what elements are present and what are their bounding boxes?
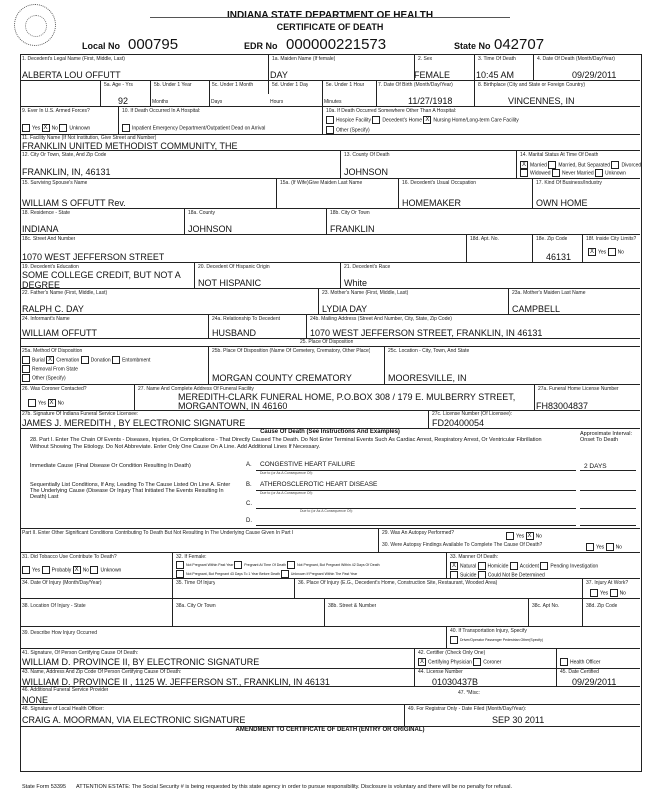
hospital-checkbox[interactable]: [122, 124, 130, 132]
preg3-checkbox[interactable]: [287, 561, 295, 569]
zip-code: 46131: [546, 252, 572, 262]
immediate-cause-label: Immediate Cause (Final Disease Or Condition Resulting In Death): [30, 463, 191, 469]
pending-checkbox[interactable]: [540, 562, 548, 570]
autopsy-yes-checkbox[interactable]: [506, 532, 514, 540]
edr-no-label: EDR No: [244, 41, 278, 51]
time-of-death: 10:45 AM: [476, 70, 515, 80]
local-no-label: Local No: [82, 41, 121, 51]
state-form-number: State Form 53395: [22, 784, 67, 790]
date-of-death: 09/29/2011: [572, 70, 617, 80]
state-seal: [14, 4, 56, 46]
cause-b: ATHEROSCLEROTIC HEART DISEASE: [260, 481, 378, 488]
cause-title: Cause Of Death (See Instructions And Examples): [260, 429, 400, 435]
industry: OWN HOME: [536, 198, 588, 208]
licensee-number: FD20400054: [432, 418, 485, 428]
street-address: 1070 WEST JEFFERSON STREET: [22, 252, 165, 262]
preg4-checkbox[interactable]: [176, 570, 184, 578]
amendment-title: AMENDMENT TO CERTIFICATE OF DEATH (ENTRY OR ORIGINAL): [235, 727, 425, 733]
transport-checkbox[interactable]: [450, 636, 458, 644]
sequential-label: Sequentially List Conditions, If Any, Leading To The Cause Listed On Line A. Enter The Underlying Cause (Disease Or Injury That Initiated The Events Resulting In Death) Last: [30, 482, 231, 500]
place-of-disposition: MORGAN COUNTY CREMATORY: [212, 373, 352, 383]
other-place-checkbox[interactable]: [326, 126, 334, 134]
occupation: HOMEMAKER: [402, 198, 462, 208]
tobacco-yes-checkbox[interactable]: [22, 566, 30, 574]
certifier-address: WILLIAM D. PROVINCE II , 1125 W. JEFFERSON ST., FRANKLIN, IN 46131: [22, 677, 330, 687]
entombment-checkbox[interactable]: [112, 356, 120, 364]
interval-a: 2 DAYS: [584, 463, 607, 470]
cremation-checkbox[interactable]: X: [48, 357, 53, 363]
certifier-license: 01030437B: [432, 677, 479, 687]
state-no-label: State No: [454, 41, 491, 51]
health-officer-checkbox[interactable]: [560, 658, 568, 666]
race: White: [344, 278, 368, 288]
father-name: RALPH C. DAY: [22, 304, 84, 314]
undetermined-checkbox[interactable]: [478, 571, 486, 579]
hospice-checkbox[interactable]: [326, 116, 334, 124]
burial-checkbox[interactable]: [22, 356, 30, 364]
relationship: HUSBAND: [212, 328, 257, 338]
armed-no-checkbox[interactable]: X: [43, 125, 48, 131]
homicide-checkbox[interactable]: [478, 562, 486, 570]
married-checkbox[interactable]: X: [521, 162, 526, 168]
facility-name: FRANKLIN UNITED METHODIST COMMUNITY, THE: [22, 141, 238, 151]
never-married-checkbox[interactable]: [552, 169, 560, 177]
city-limits-yes-checkbox[interactable]: X: [589, 249, 594, 255]
spouse-name: WILLIAM S OFFUTT Rev.: [22, 198, 126, 208]
edr-no: 000000221573: [286, 36, 387, 53]
other-disposition-checkbox[interactable]: [22, 374, 30, 382]
findings-no-checkbox[interactable]: [606, 543, 614, 551]
findings-yes-checkbox[interactable]: [586, 543, 594, 551]
informant-name: WILLIAM OFFUTT: [22, 328, 97, 338]
autopsy-no-checkbox[interactable]: X: [527, 533, 532, 539]
certificate-title: CERTIFICATE OF DEATH: [276, 22, 384, 32]
mother-name: LYDIA DAY: [322, 304, 368, 314]
agency-title: INDIANA STATE DEPARTMENT OF HEALTH: [226, 10, 434, 21]
preg5-checkbox[interactable]: [281, 570, 289, 578]
widowed-checkbox[interactable]: [520, 169, 528, 177]
decedent-name: ALBERTA LOU OFFUTT: [22, 70, 121, 80]
death-city: FRANKLIN, IN, 46131: [22, 167, 111, 177]
work-no-checkbox[interactable]: [610, 589, 618, 597]
footer-notice: ATTENTION ESTATE: The Social Security # is being requested by this state agency in order to pursue responsibility. Disclosure is voluntary and there will be no penalty for refusal.: [76, 784, 513, 790]
funeral-home-license: FH83004837: [536, 401, 589, 411]
donation-checkbox[interactable]: [81, 356, 89, 364]
mother-maiden-name: CAMPBELL: [512, 304, 561, 314]
divorced-checkbox[interactable]: [611, 161, 619, 169]
coroner-no-checkbox[interactable]: X: [49, 400, 54, 406]
cause-a: CONGESTIVE HEART FAILURE: [260, 461, 356, 468]
coroner-yes-checkbox[interactable]: [28, 399, 36, 407]
date-filed: SEP 30 2011: [492, 715, 545, 725]
mailing-address: 1070 WEST JEFFERSON STREET, FRANKLIN, IN 46131: [310, 328, 543, 338]
funeral-home-line1: MEREDITH-CLARK FUNERAL HOME, P.O.BOX 308 / 179 E. MULBERRY STREET,: [178, 392, 516, 402]
funeral-home-line2: MORGANTOWN, IN 46160: [178, 401, 288, 411]
accident-checkbox[interactable]: [510, 562, 518, 570]
residence-city: FRANKLIN: [330, 224, 375, 234]
coroner-certifier-checkbox[interactable]: [473, 658, 481, 666]
decedent-home-checkbox[interactable]: [372, 116, 380, 124]
state-no: 042707: [494, 36, 545, 53]
hispanic-origin: NOT HISPANIC: [198, 278, 262, 288]
certifying-physician-checkbox[interactable]: X: [419, 659, 424, 665]
work-yes-checkbox[interactable]: [590, 589, 598, 597]
natural-checkbox[interactable]: X: [451, 563, 456, 569]
age-years: 92: [118, 96, 129, 106]
maiden-name: DAY: [270, 70, 288, 80]
additional-provider: NONE: [22, 695, 49, 705]
armed-unknown-checkbox[interactable]: [59, 124, 67, 132]
interval-header: Approximate Interval: Onset To Death: [580, 431, 632, 443]
education: SOME COLLEGE CREDIT, BUT NOT A DEGREE: [22, 270, 181, 290]
certifier-signature: WILLIAM D. PROVINCE II, BY ELECTRONIC SIGNATURE: [22, 657, 260, 667]
tobacco-unknown-checkbox[interactable]: [90, 566, 98, 574]
local-no: 000795: [128, 36, 179, 53]
marital-unknown-checkbox[interactable]: [595, 169, 603, 177]
armed-yes-checkbox[interactable]: [22, 124, 30, 132]
residence-county: JOHNSON: [188, 224, 233, 234]
married-sep-checkbox[interactable]: [548, 161, 556, 169]
tobacco-probably-checkbox[interactable]: [42, 566, 50, 574]
county-of-death: JOHNSON: [344, 167, 389, 177]
city-limits-no-checkbox[interactable]: [608, 248, 616, 256]
health-officer-signature: CRAIG A. MOORMAN, VIA ELECTRONIC SIGNATURE: [22, 715, 246, 725]
disposition-location: MOORESVILLE, IN: [388, 373, 467, 383]
licensee-signature: JAMES J. MEREDITH , BY ELECTRONIC SIGNATURE: [22, 418, 246, 428]
cause-instructions: 28. Part I. Enter The Chain Of Events - Diseases, Injuries, Or Complications - That Directly Caused The Death. Do Not Enter Terminal Events Such As Cardiac Arrest, Respiratory Arrest, Or Ventricular Fibrillation Without Showing The Etiology. Do Not Abbreviate. Enter Only One Cause On A Line. Add Additional Lines If Necessary.: [30, 437, 542, 450]
date-of-birth: 11/27/1918: [408, 96, 453, 106]
suicide-checkbox[interactable]: [450, 571, 458, 579]
sex: FEMALE: [414, 70, 451, 80]
residence-state: INDIANA: [22, 224, 59, 234]
birthplace: VINCENNES, IN: [508, 96, 575, 106]
nursing-home-checkbox[interactable]: X: [425, 117, 430, 123]
removal-checkbox[interactable]: [22, 365, 30, 373]
date-certified: 09/29/2011: [572, 677, 617, 687]
tobacco-no-checkbox[interactable]: X: [74, 567, 79, 573]
preg1-checkbox[interactable]: [176, 561, 184, 569]
preg2-checkbox[interactable]: [234, 561, 242, 569]
